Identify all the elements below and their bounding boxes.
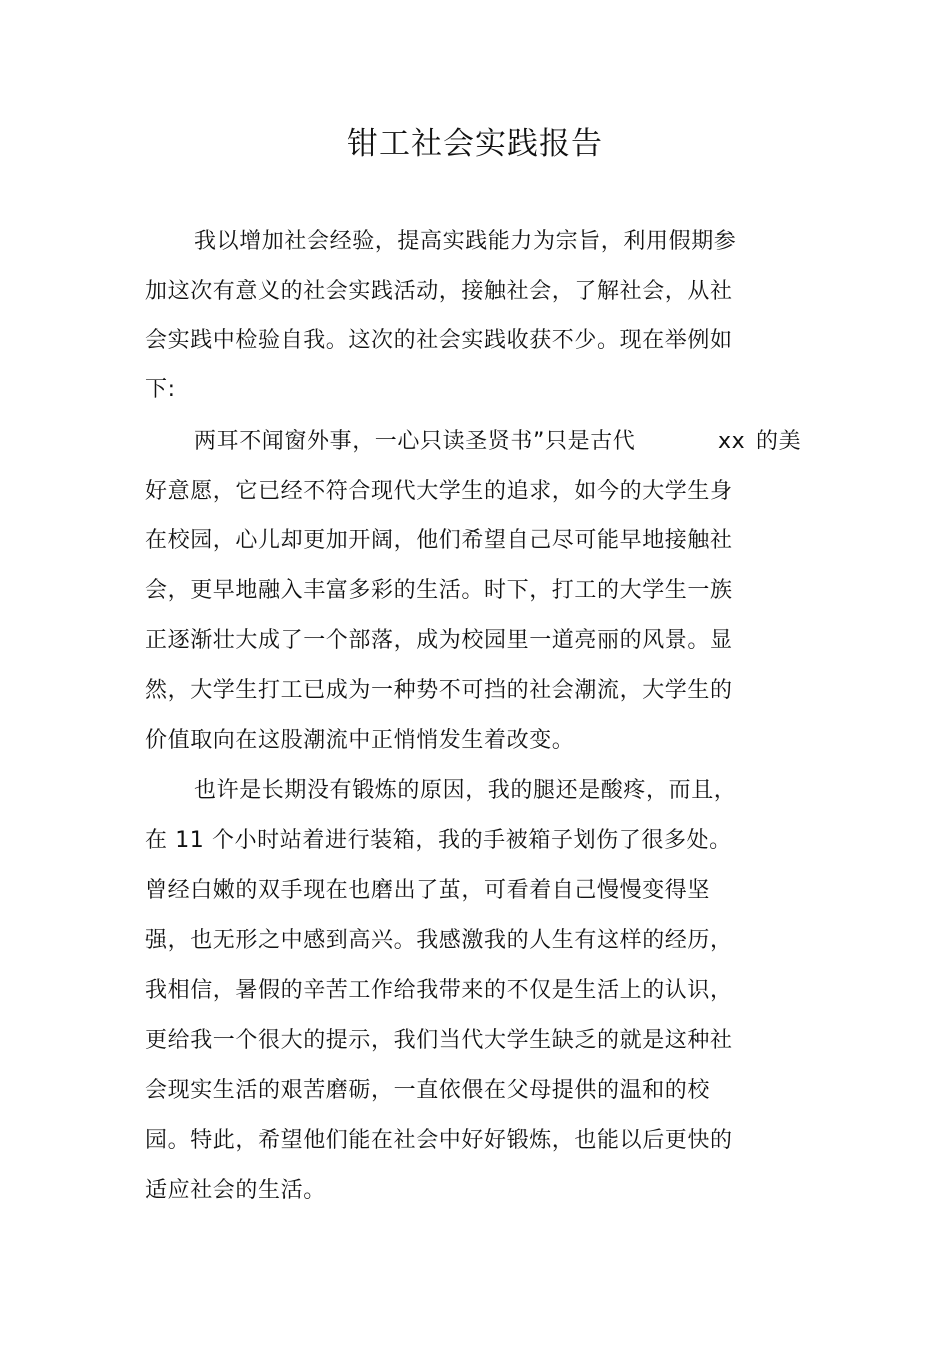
paragraph-2-line-1-tail: 的美 [756, 429, 802, 454]
paragraph-2-line-5: 正逐渐壮大成了一个部落，成为校园里一道亮丽的风景。显 [145, 628, 733, 653]
paragraph-1-line-4: 下: [145, 377, 176, 402]
paragraph-2-line-1-xx: xx [718, 429, 746, 454]
paragraph-3-line-6: 更给我一个很大的提示，我们当代大学生缺乏的就是这种社 [145, 1028, 733, 1053]
paragraph-3-line-2: 在 11 个小时站着进行装箱，我的手被箱子划伤了很多处。 [145, 828, 732, 853]
paragraph-3-line-9: 适应社会的生活。 [145, 1178, 326, 1203]
document-title: 钳工社会实践报告 [347, 126, 603, 162]
paragraph-2-line-7: 价值取向在这股潮流中正悄悄发生着改变。 [145, 728, 575, 753]
paragraph-2-line-6: 然，大学生打工已成为一种势不可挡的社会潮流，大学生的 [145, 678, 733, 703]
paragraph-1-line-3: 会实践中检验自我。这次的社会实践收获不少。现在举例如 [145, 328, 733, 353]
paragraph-2-line-1-head: 两耳不闻窗外事，一心只读圣贤书”只是古代 [194, 429, 636, 454]
paragraph-2-line-2: 好意愿，它已经不符合现代大学生的追求，如今的大学生身 [145, 479, 733, 504]
paragraph-2-line-4: 会，更早地融入丰富多彩的生活。时下，打工的大学生一族 [145, 578, 733, 603]
paragraph-3-line-4: 强，也无形之中感到高兴。我感激我的人生有这样的经历， [145, 928, 733, 953]
paragraph-3-line-1: 也许是长期没有锻炼的原因，我的腿还是酸疼，而且， [194, 778, 737, 803]
paragraph-2-line-3: 在校园，心儿却更加开阔，他们希望自己尽可能早地接触社 [145, 528, 733, 553]
paragraph-3-line-8: 园。特此，希望他们能在社会中好好锻炼，也能以后更快的 [145, 1128, 733, 1153]
paragraph-1-line-1: 我以增加社会经验，提高实践能力为宗旨，利用假期参 [194, 229, 737, 254]
paragraph-3-line-7: 会现实生活的艰苦磨砺，一直依偎在父母提供的温和的校 [145, 1078, 711, 1103]
paragraph-3-line-5: 我相信，暑假的辛苦工作给我带来的不仅是生活上的认识， [145, 978, 733, 1003]
paragraph-1-line-2: 加这次有意义的社会实践活动，接触社会，了解社会，从社 [145, 279, 733, 304]
paragraph-3-line-3: 曾经白嫩的双手现在也磨出了茧，可看着自己慢慢变得坚 [145, 878, 711, 903]
